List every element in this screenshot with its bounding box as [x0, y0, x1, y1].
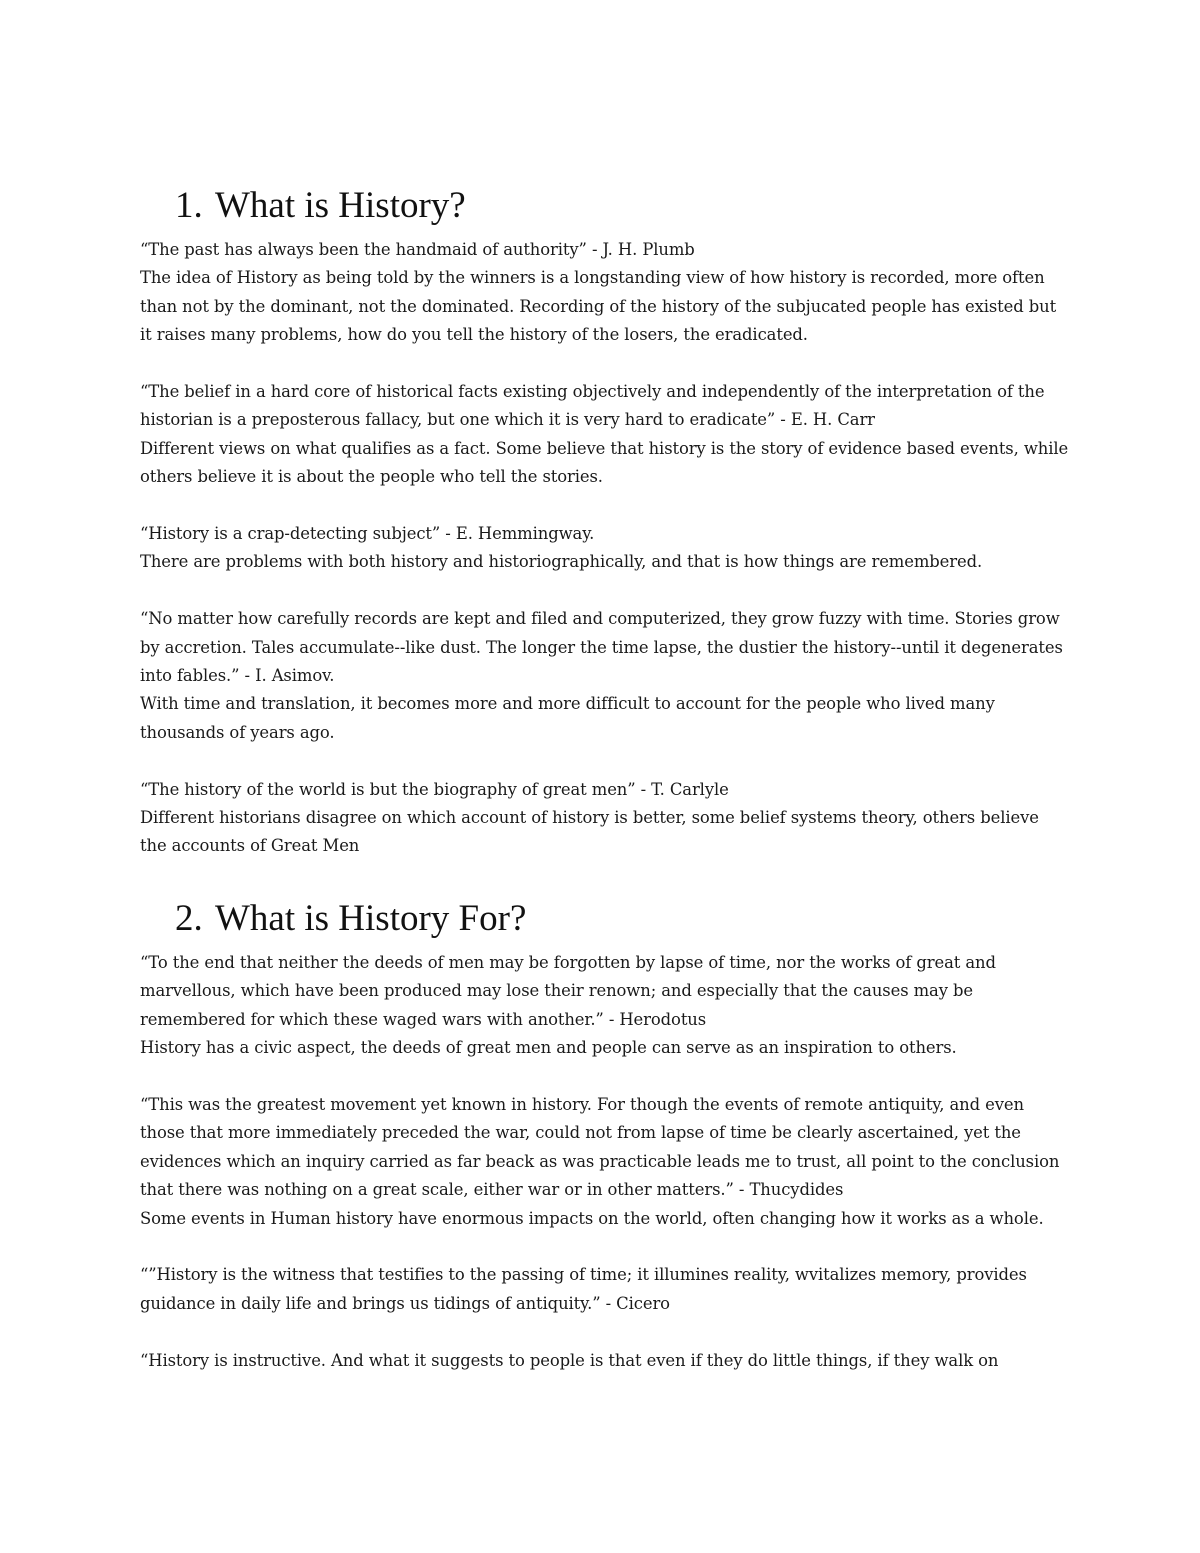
quote-carlyle: “The history of the world is but the biography of great men” - T. Carlyle [140, 779, 729, 799]
quote-instructive: “History is instructive. And what it suggests to people is that even if they do little things, if they walk on [140, 1350, 999, 1370]
section-2-block-4 [140, 1347, 1070, 1375]
section-2-title: What is History For? [215, 897, 527, 939]
section-2-block-2 [140, 1091, 1070, 1233]
quote-carr: “The belief in a hard core of historical facts existing objectively and independently of the interpretation of the historian is a preposterous fallacy, but one which it is very hard to eradicate” - E. H. Carr [140, 382, 1045, 430]
commentary-carlyle: Different historians disagree on which account of history is better, some belief systems theory, others believe the accounts of Great Men [140, 808, 1039, 856]
section-1-block-2 [140, 378, 1070, 492]
section-1-block-1 [140, 236, 1070, 350]
quote-plumb: “The past has always been the handmaid of authority” - J. H. Plumb [140, 240, 695, 259]
commentary-thucydides: Some events in Human history have enormous impacts on the world, often changing how it works as a whole. [140, 1208, 1044, 1228]
section-2-number: 2. [175, 897, 203, 939]
section-1-block-5 [140, 776, 1070, 861]
section-1-title: What is History? [215, 185, 466, 226]
commentary-plumb: The idea of History as being told by the winners is a longstanding view of how history is recorded, more often than not by the dominant, not the dominated. Recording of the history of the subjucated people has existed but it raises many problems, how do you tell the history of the losers, the eradicated. [140, 268, 1057, 345]
section-2-heading [175, 895, 1070, 943]
commentary-asimov: With time and translation, it becomes more and more difficult to account for the people who lived many thousands of years ago. [140, 694, 995, 742]
section-1-number: 1. [175, 185, 203, 226]
section-1-heading [175, 182, 1070, 230]
quote-cicero: “”History is the witness that testifies to the passing of time; it illumines reality, wvitalizes memory, provides guidance in daily life and brings us tidings of antiquity.” - Cicero [140, 1265, 1027, 1313]
commentary-herodotus: History has a civic aspect, the deeds of great men and people can serve as an inspiration to others. [140, 1038, 957, 1058]
quote-herodotus: “To the end that neither the deeds of men may be forgotten by lapse of time, nor the works of great and marvellous, which have been produced may lose their renown; and especially that the causes may be remembered for which these waged wars with another.” - Herodotus [140, 952, 996, 1029]
section-1-block-3 [140, 520, 1070, 577]
quote-thucydides: “This was the greatest movement yet known in history. For though the events of remote antiquity, and even those that more immediately preceded the war, could not from lapse of time be clearly ascertained, yet the evidences which an inquiry carried as far beack as was practicable leads me to trust, all point to the conclusion that there was nothing on a great scale, either war or in other matters.” - Thucydides [140, 1094, 1060, 1200]
section-2-block-3 [140, 1261, 1070, 1318]
commentary-hemmingway: There are problems with both history and historiographically, and that is how things are remembered. [140, 552, 983, 572]
section-2-block-1 [140, 949, 1070, 1063]
section-1-block-4 [140, 605, 1070, 747]
quote-asimov: “No matter how carefully records are kept and filed and computerized, they grow fuzzy with time. Stories grow by accretion. Tales accumulate--like dust. The longer the time lapse, the dustier the history--until it degenerates into fables.” - I. Asimov. [140, 609, 1063, 686]
document-page [140, 182, 1070, 1375]
quote-hemmingway: “History is a crap-detecting subject” - E. Hemmingway. [140, 524, 595, 544]
commentary-carr: Different views on what qualifies as a fact. Some believe that history is the story of evidence based events, while others believe it is about the people who tell the stories. [140, 438, 1069, 487]
